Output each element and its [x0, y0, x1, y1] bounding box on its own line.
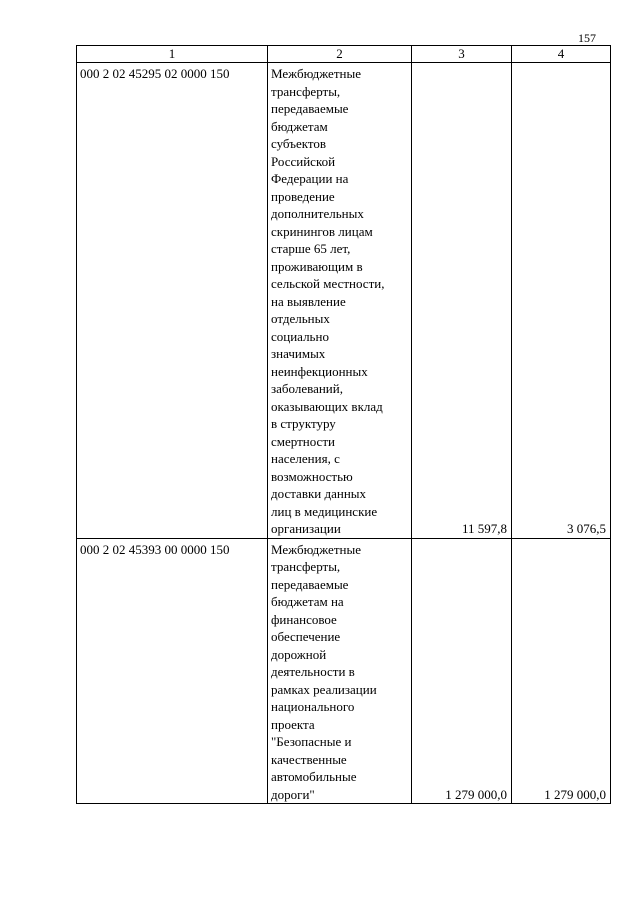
description-line: организации	[271, 521, 341, 536]
description-line: трансферты,	[271, 83, 341, 99]
description-line: лиц в медицинские	[271, 503, 378, 519]
description-line: проведение	[271, 188, 335, 204]
column-header-4: 4	[512, 46, 611, 63]
description-line: дорожной	[271, 646, 327, 662]
description-line: на выявление	[271, 293, 346, 309]
row-description	[268, 63, 412, 539]
description-line: смертности	[271, 433, 335, 449]
budget-table	[76, 45, 611, 804]
description-line: "Безопасные и	[271, 734, 352, 749]
description-line: обеспечение	[271, 629, 341, 644]
amount-col4: 3 076,5	[512, 63, 611, 539]
description-line: рамках реализации	[271, 681, 377, 697]
description-line: старше 65 лет,	[271, 241, 351, 256]
description-line: населения, с	[271, 451, 340, 466]
description-line: передаваемые	[271, 576, 349, 592]
header-row	[77, 46, 611, 63]
description-line: передаваемые	[271, 101, 349, 116]
page-number: 157	[578, 31, 596, 45]
budget-code: 000 2 02 45295 02 0000 150	[77, 63, 268, 539]
description-line: возможностью	[271, 468, 353, 484]
description-line: Межбюджетные	[271, 66, 361, 81]
description-line: Российской	[271, 153, 336, 169]
description-line: проживающим в	[271, 258, 363, 274]
description-line: социально	[271, 328, 329, 344]
row-description	[268, 538, 412, 804]
description-line: финансовое	[271, 611, 337, 627]
description-line: значимых	[271, 346, 326, 361]
description-line: отдельных	[271, 311, 330, 326]
table-row	[77, 538, 611, 804]
description-line: заболеваний,	[271, 381, 343, 396]
description-line: национального	[271, 699, 355, 714]
description-line: доставки данных	[271, 486, 367, 501]
amount-col4: 1 279 000,0	[512, 538, 611, 804]
description-line: деятельности в	[271, 664, 355, 679]
amount-col3: 1 279 000,0	[412, 538, 512, 804]
description-line: автомобильные	[271, 769, 357, 784]
description-line: субъектов	[271, 136, 327, 151]
description-line: трансферты,	[271, 559, 341, 574]
budget-code: 000 2 02 45393 00 0000 150	[77, 538, 268, 804]
description-line: проекта	[271, 716, 315, 732]
description-line: в структуру	[271, 416, 336, 431]
description-line: неинфекционных	[271, 363, 368, 379]
description-line: дороги"	[271, 786, 315, 802]
description-line: бюджетам	[271, 118, 328, 134]
description-line: Межбюджетные	[271, 541, 361, 557]
description-line: скринингов лицам	[271, 223, 373, 239]
column-header-2: 2	[268, 46, 412, 63]
description-line: бюджетам на	[271, 594, 344, 609]
description-line: дополнительных	[271, 206, 364, 221]
amount-col3: 11 597,8	[412, 63, 512, 539]
column-header-3: 3	[412, 46, 512, 63]
column-header-1: 1	[77, 46, 268, 63]
description-line: Федерации на	[271, 171, 349, 186]
description-line: оказывающих вклад	[271, 398, 383, 414]
description-line: качественные	[271, 751, 347, 767]
description-line: сельской местности,	[271, 276, 385, 291]
table-row	[77, 63, 611, 539]
